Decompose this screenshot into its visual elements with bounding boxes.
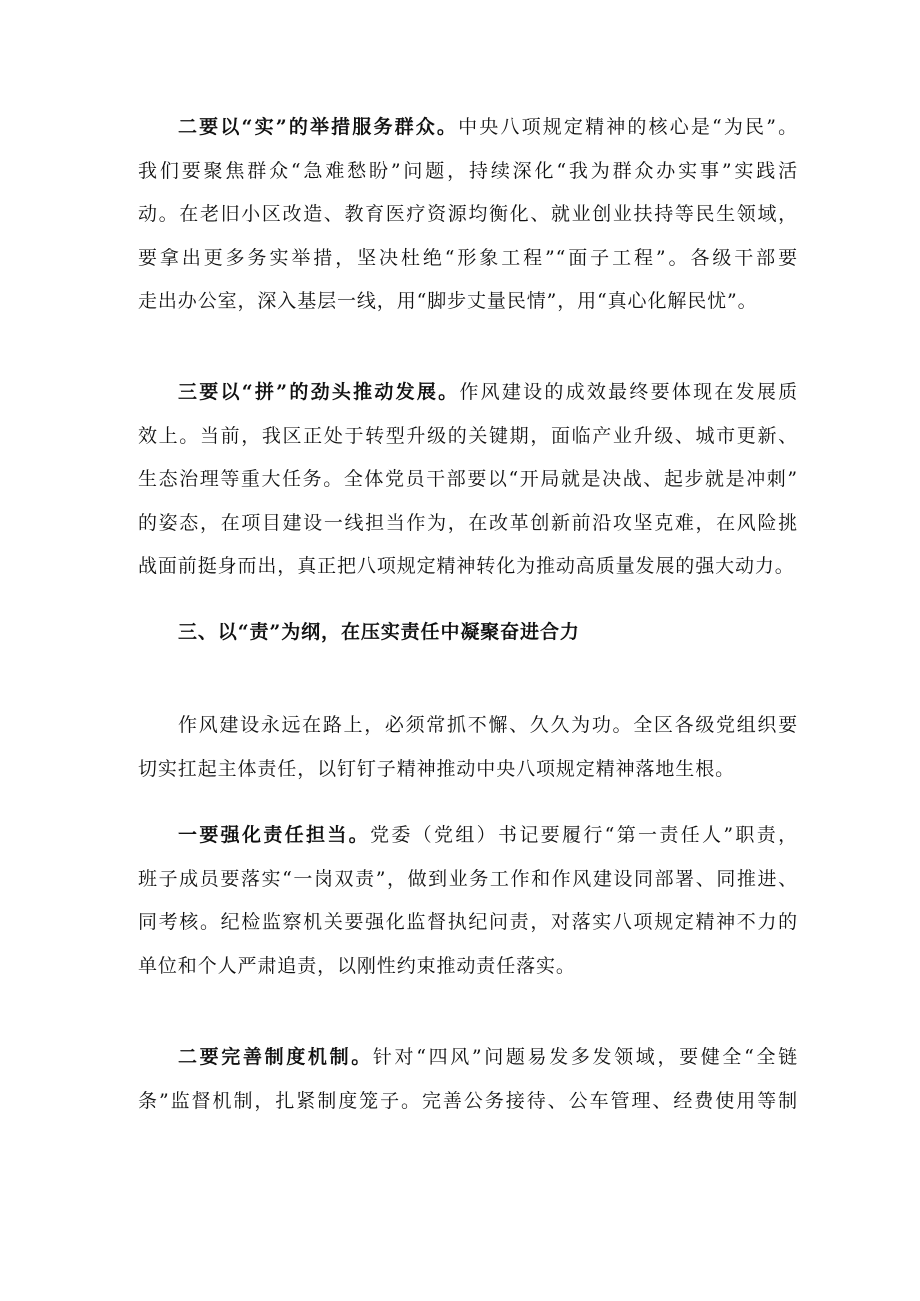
paragraph-lead: 二要完善制度机制。: [178, 1046, 373, 1068]
paragraph-line: 二要以“实”的举措服务群众。中央八项规定精神的核心是“为民”。: [178, 116, 798, 138]
paragraph-line: 一要强化责任担当。党委（党组）书记要履行“第一责任人”职责，: [178, 824, 798, 846]
paragraph-line: 动。在老旧小区改造、教育医疗资源均衡化、就业创业扶持等民生领域，: [138, 203, 798, 225]
paragraph-line: 要拿出更多务实举措，坚决杜绝“形象工程”“面子工程”。各级干部要: [138, 246, 798, 269]
paragraph-intro: [138, 704, 798, 791]
paragraph-line: 生态治理等重大任务。全体党员干部要以“开局就是决战、起步就是冲刺”: [138, 468, 798, 490]
paragraph-line: 同考核。纪检监察机关要强化监督执纪问责，对落实八项规定精神不力的: [138, 911, 798, 933]
paragraph-line: 条”监督机制，扎紧制度笼子。完善公务接待、公车管理、经费使用等制: [138, 1089, 798, 1112]
paragraph-institutions: [138, 1036, 798, 1123]
paragraph-responsibility: [138, 814, 798, 988]
paragraph-line: 二要完善制度机制。针对“四风”问题易发多发领域，要健全“全链: [178, 1046, 798, 1068]
paragraph-drive-development: [138, 371, 798, 589]
paragraph-line: 单位和个人严肃追责，以刚性约束推动责任落实。: [138, 954, 576, 977]
paragraph-line: 切实扛起主体责任，以钉钉子精神推动中央八项规定精神落地生根。: [138, 757, 736, 780]
paragraph-lead: 一要强化责任担当。: [178, 824, 370, 846]
paragraph-lead: 三要以“拼”的劲头推动发展。: [178, 381, 460, 403]
paragraph-serve-masses: [138, 106, 798, 324]
paragraph-line: 我们要聚焦群众“急难愁盼”问题，持续深化“我为群众办实事”实践活: [138, 159, 798, 182]
paragraph-line: 作风建设永远在路上，必须常抓不懈、久久为功。全区各级党组织要: [178, 714, 798, 736]
paragraph-lead: 二要以“实”的举措服务群众。: [178, 116, 459, 138]
paragraph-line: 战面前挺身而出，真正把八项规定精神转化为推动高质量发展的强大动力。: [138, 555, 795, 577]
section-heading: 三、以“责”为纲，在压实责任中凝聚奋进合力: [178, 621, 580, 643]
paragraph-line: 三要以“拼”的劲头推动发展。作风建设的成效最终要体现在发展质: [178, 381, 798, 403]
paragraph-line: 走出办公室，深入基层一线，用“脚步丈量民情”，用“真心化解民忧”。: [138, 290, 758, 312]
paragraph-line: 的姿态，在项目建设一线担当作为，在改革创新前沿攻坚克难，在风险挑: [138, 511, 798, 534]
paragraph-line: 效上。当前，我区正处于转型升级的关键期，面临产业升级、城市更新、: [138, 424, 798, 447]
paragraph-line: 班子成员要落实“一岗双责”，做到业务工作和作风建设同部署、同推进、: [138, 867, 798, 890]
